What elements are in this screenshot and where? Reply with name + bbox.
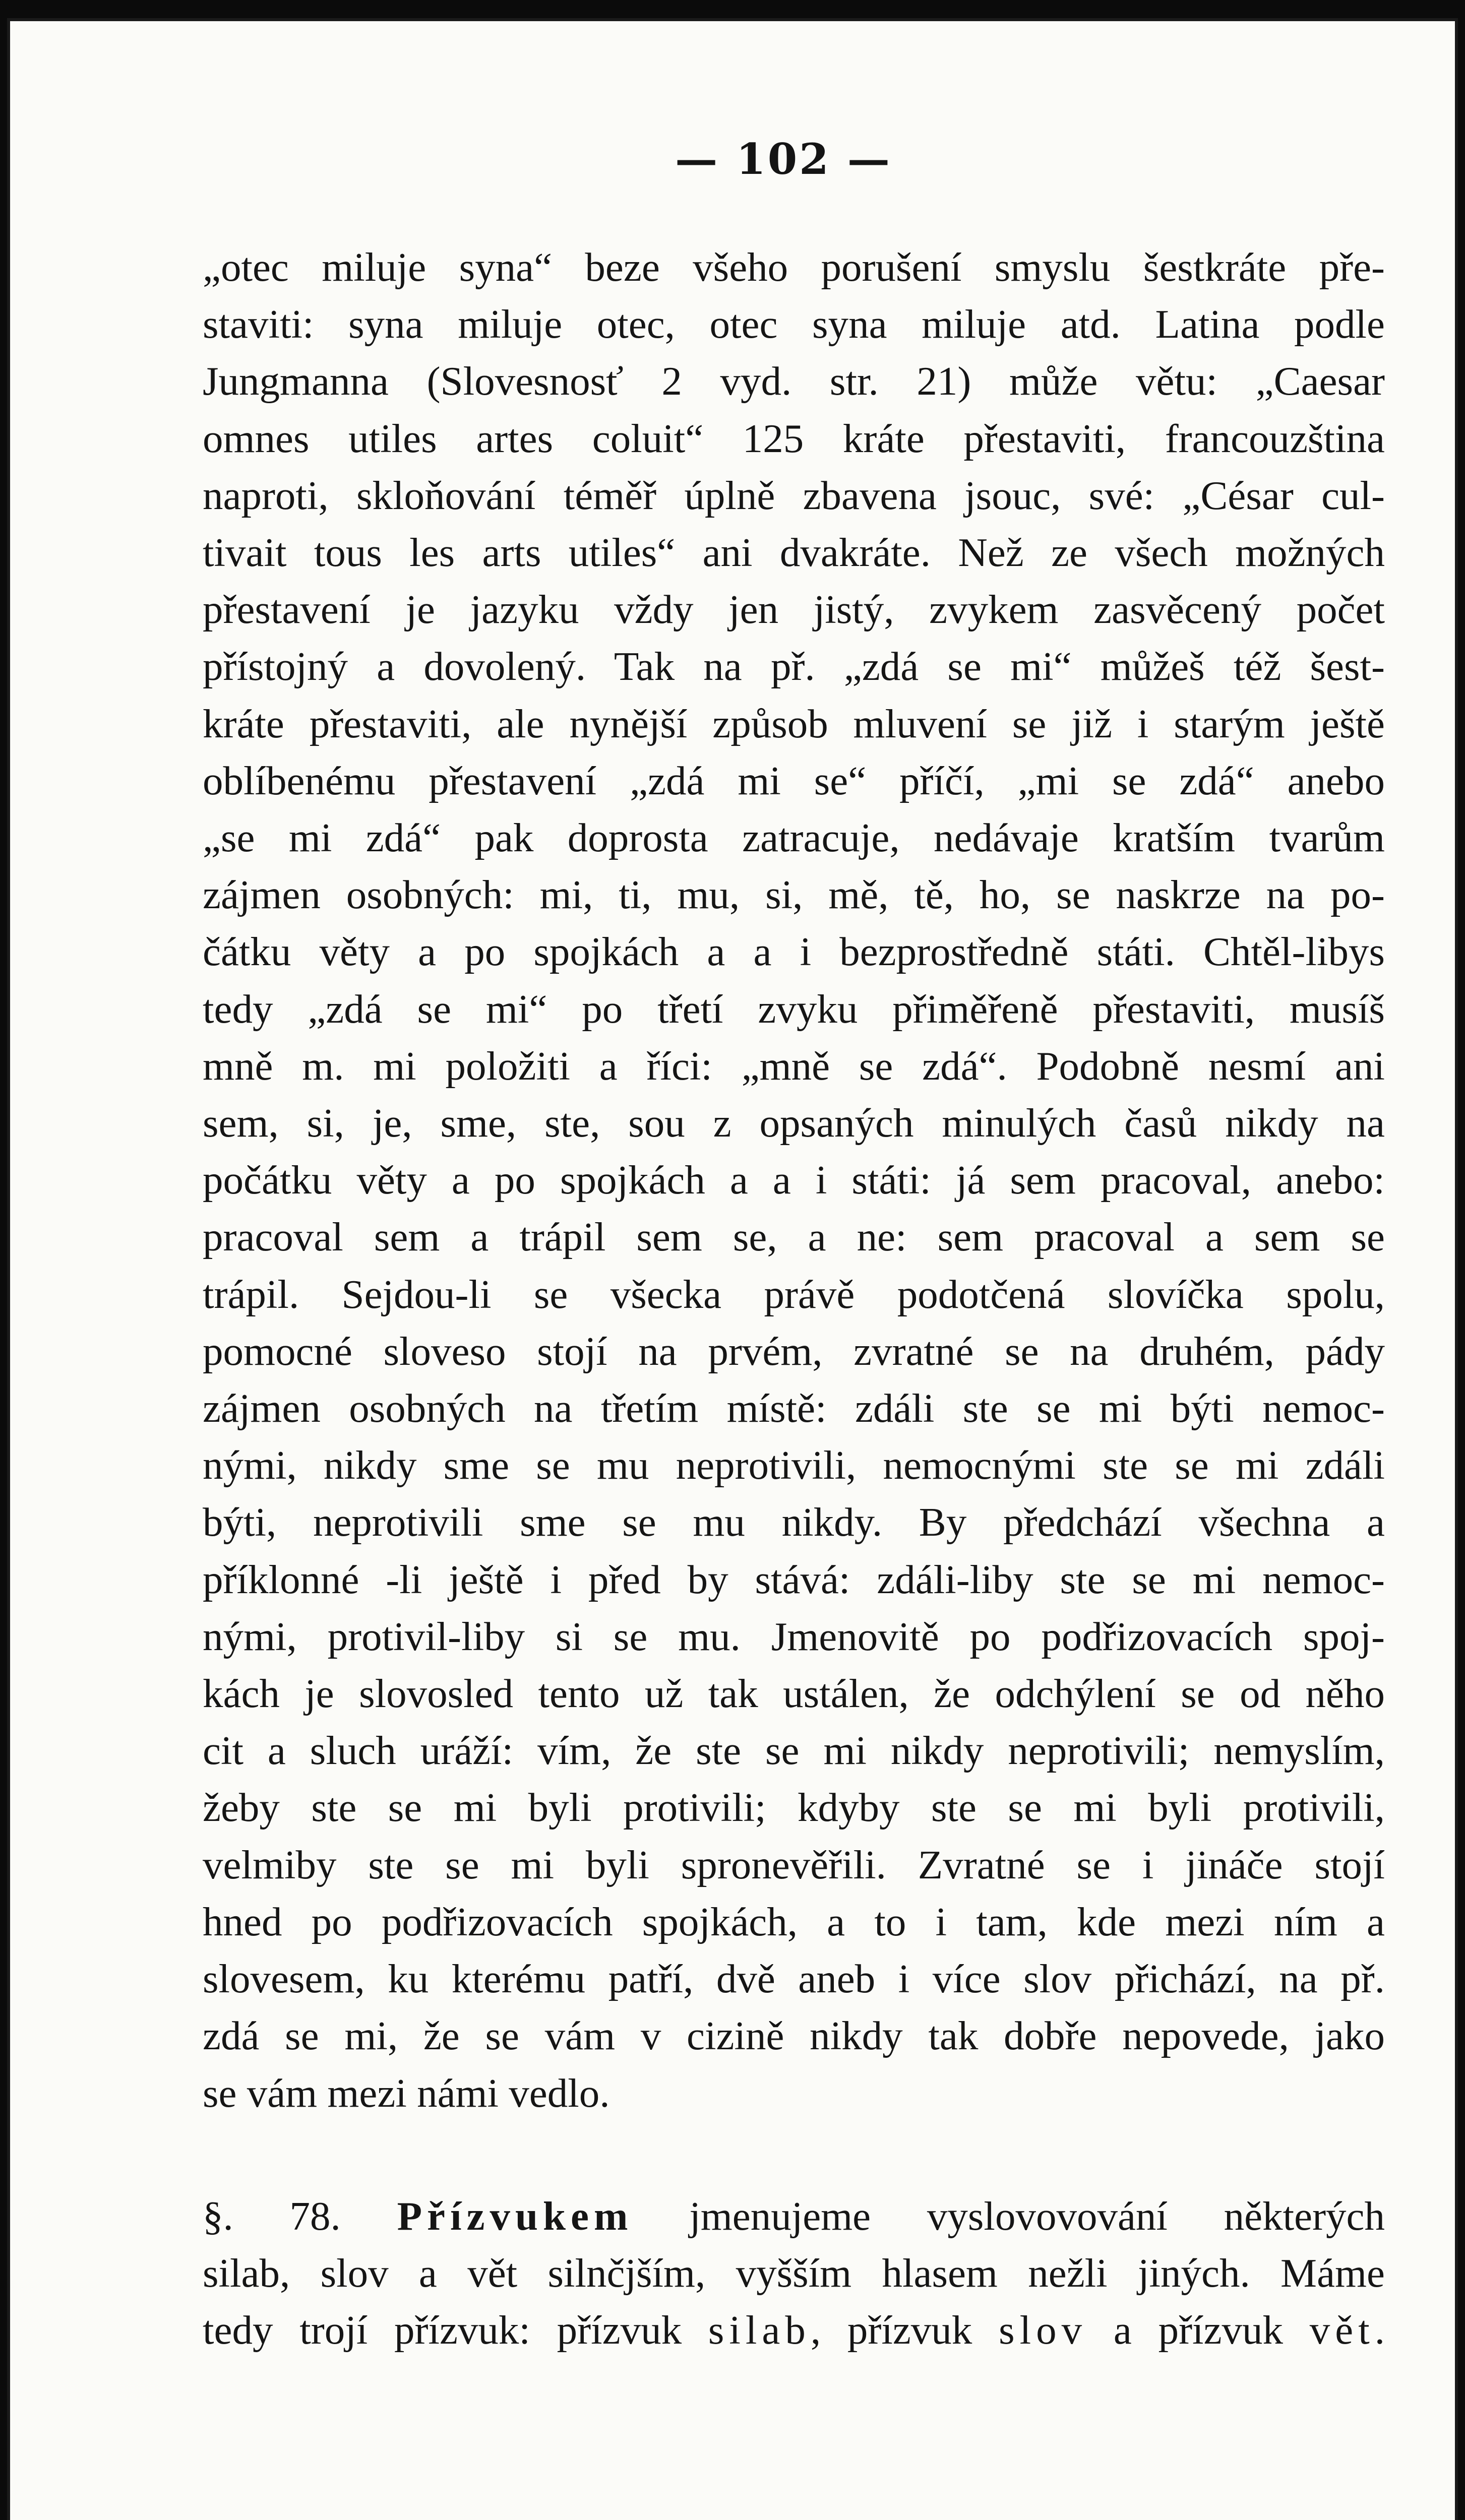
- term-vet: vět: [1309, 2307, 1375, 2353]
- term-slov: slov: [999, 2307, 1087, 2353]
- text-line: oblíbenému přestavení „zdá mi se“ příčí, „mi se zdá“ anebo: [203, 758, 1385, 803]
- text-line: kráte přestaviti, ale nynější způsob mluvení se již i starým ještě: [203, 701, 1385, 746]
- text-line: naproti, skloňování téměř úplně zbavena jsouc, své: „César cul-: [203, 472, 1385, 518]
- page-number: — 102 —: [675, 134, 892, 184]
- text-line: žeby ste se mi byli protivili; kdyby ste se mi byli protivili,: [203, 1785, 1385, 1831]
- text-line: příklonné -li ještě i před by stává: zdáli-liby ste se mi nemoc-: [203, 1556, 1385, 1602]
- text-line: přístojný a dovolený. Tak na př. „zdá se mi“ můžeš též šest-: [203, 644, 1385, 689]
- text-line: sem, si, je, sme, ste, sou z opsaných minulých časů nikdy na: [203, 1100, 1385, 1146]
- body-text: [203, 239, 1385, 2359]
- text-line: počátku věty a po spojkách a a i státi: já sem pracoval, anebo:: [203, 1157, 1385, 1203]
- section-78-line-1: [203, 2188, 1385, 2245]
- text-line: pracoval sem a trápil sem se, a ne: sem pracoval a sem se: [203, 1214, 1385, 1260]
- text-line: „se mi zdá“ pak doprosta zatracuje, nedávaje kratším tvarům: [203, 815, 1385, 861]
- book-page: [7, 18, 1458, 2520]
- text-fragment: , přízvuk: [810, 2307, 972, 2353]
- text-line: velmiby ste se mi byli spronevěřili. Zvratné se i jináče stojí: [203, 1842, 1385, 1887]
- text-line: přestavení je jazyku vždy jen jistý, zvykem zasvěcený počet: [203, 587, 1385, 633]
- text-line: trápil. Sejdou-li se všecka právě podotčená slovíčka spolu,: [203, 1271, 1385, 1317]
- text-line: mně m. mi položiti a říci: „mně se zdá“. Podobně nesmí ani: [203, 1043, 1385, 1089]
- text-fragment: tedy trojí přízvuk: přízvuk: [203, 2307, 682, 2353]
- text-line: pomocné sloveso stojí na prvém, zvratné se na druhém, pády: [203, 1328, 1385, 1374]
- text-line: „otec miluje syna“ beze všeho porušení smyslu šestkráte pře-: [203, 244, 1385, 290]
- text-line: staviti: syna miluje otec, otec syna miluje atd. Latina podle: [203, 301, 1385, 347]
- text-line: kách je slovosled tento už tak ustálen, že odchýlení se od něho: [203, 1671, 1385, 1717]
- section-number: §. 78.: [203, 2193, 341, 2239]
- text-line: čátku věty a po spojkách a a i bezprostředně státi. Chtěl-libys: [203, 929, 1385, 975]
- text-line: hned po podřizovacích spojkách, a to i tam, kde mezi ním a: [203, 1899, 1385, 1944]
- text-fragment: a přízvuk: [1087, 2307, 1284, 2353]
- text-line: býti, neprotivili sme se mu nikdy. By předchází všechna a: [203, 1499, 1385, 1545]
- text-fragment: .: [1374, 2307, 1385, 2353]
- text-line: nými, protivil-liby si se mu. Jmenovitě po podřizovacích spoj-: [203, 1613, 1385, 1659]
- term-silab: silab: [708, 2307, 811, 2353]
- text-line: tivait tous les arts utiles“ ani dvakráte. Než ze všech možných: [203, 530, 1385, 576]
- text-line: silab, slov a vět silnčjším, vyšším hlasem nežli jiných. Máme: [203, 2250, 1385, 2296]
- text-line: nými, nikdy sme se mu neprotivili, nemocnými ste se mi zdáli: [203, 1442, 1385, 1488]
- term-prizvuk: Přízvukem: [397, 2193, 633, 2239]
- text-line: se vám mezi námi vedlo.: [203, 2070, 610, 2116]
- text-line: zdá se mi, že se vám v cizině nikdy tak dobře nepovede, jako: [203, 2013, 1385, 2059]
- paragraph-gap: [203, 2122, 1385, 2188]
- text-line: zájmen osobných na třetím místě: zdáli ste se mi býti nemoc-: [203, 1385, 1385, 1431]
- text-line: tedy „zdá se mi“ po třetí zvyku přiměřeně přestaviti, musíš: [203, 986, 1385, 1032]
- text-line: Jungmanna (Slovesnosť 2 vyd. str. 21) může větu: „Caesar: [203, 358, 1385, 404]
- text-line: cit a sluch uráží: vím, že ste se mi nikdy neprotivili; nemyslím,: [203, 1728, 1385, 1774]
- text-fragment: jmenujeme vyslovovování některých: [689, 2193, 1385, 2239]
- text-line: zájmen osobných: mi, ti, mu, si, mě, tě, ho, se naskrze na po-: [203, 872, 1385, 918]
- text-line: omnes utiles artes coluit“ 125 kráte přestaviti, francouzština: [203, 415, 1385, 461]
- text-line: slovesem, ku kterému patří, dvě aneb i více slov přichází, na př.: [203, 1956, 1385, 2002]
- section-78-line-3: [203, 2302, 1385, 2359]
